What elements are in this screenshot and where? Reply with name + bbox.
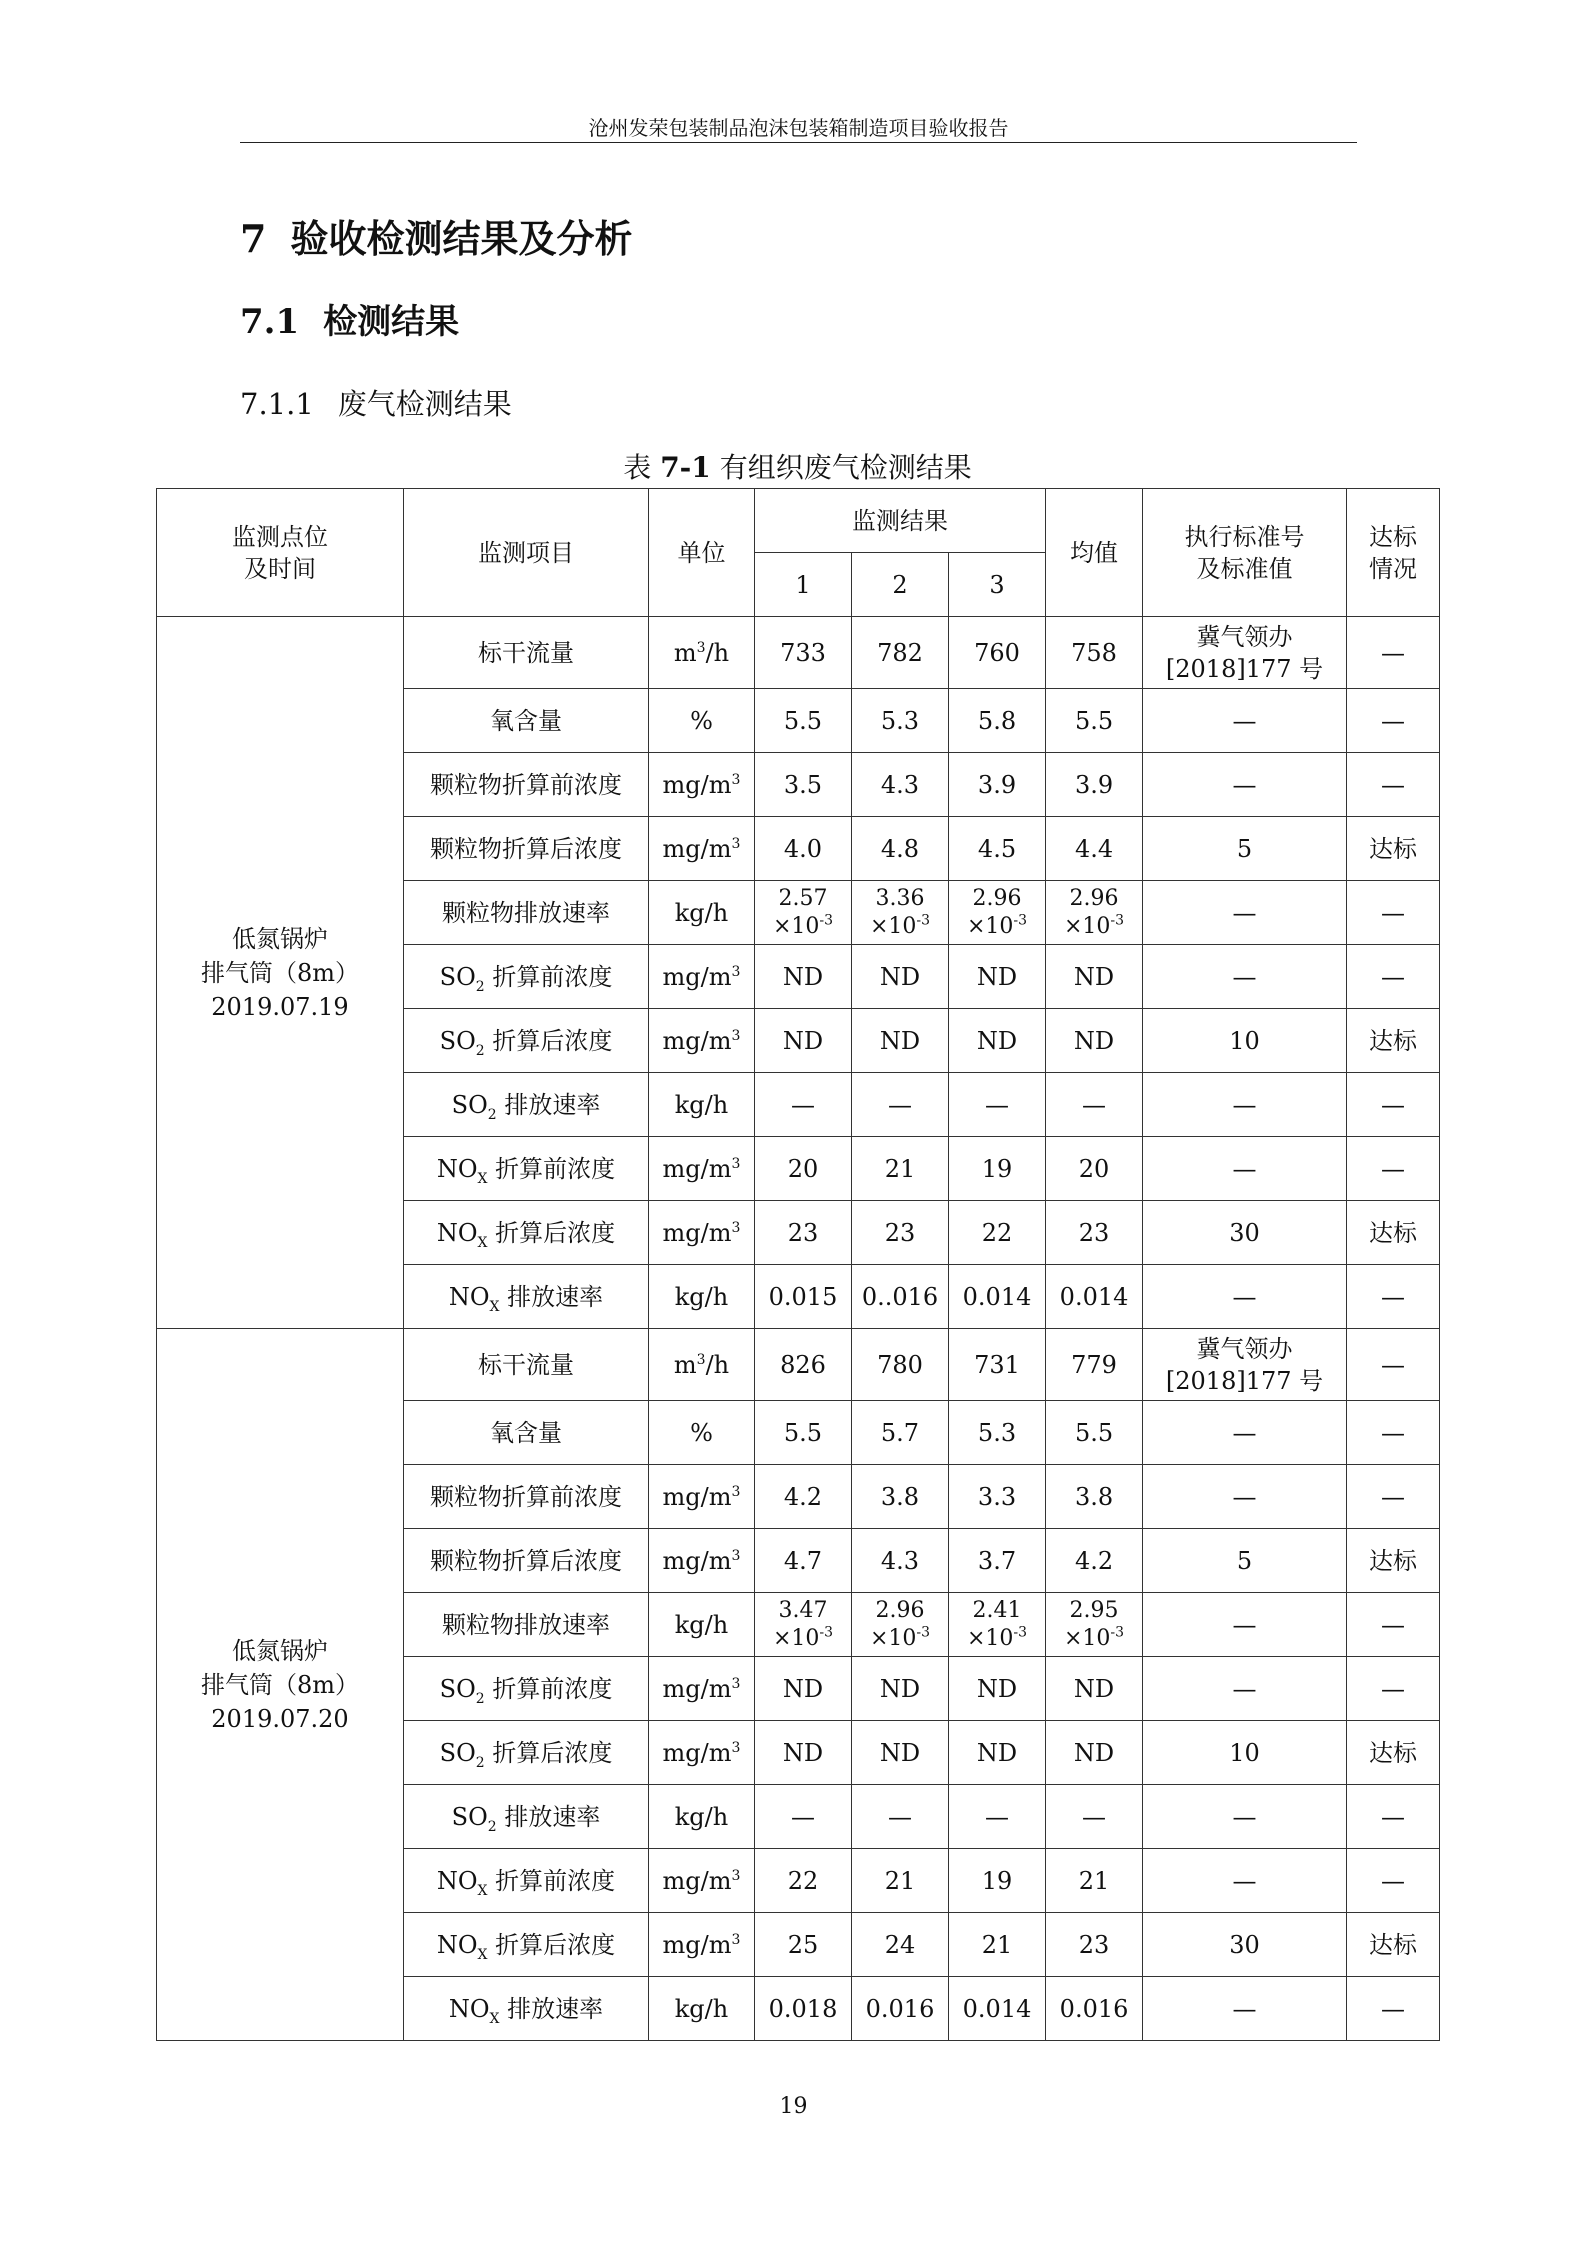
result-2-cell: 24 <box>852 1913 949 1977</box>
standard-cell: — <box>1143 1849 1347 1913</box>
result-2-cell: 21 <box>852 1137 949 1201</box>
item-cell: 颗粒物排放速率 <box>404 881 649 945</box>
result-2-cell: 0.016 <box>852 1977 949 2041</box>
standard-cell: — <box>1143 689 1347 753</box>
result-3-cell: 21 <box>949 1913 1046 1977</box>
result-1-cell: 2.57 $\times 10^{-3}$ <box>755 881 852 945</box>
item-cell: 颗粒物折算后浓度 <box>404 817 649 881</box>
heading-number: 7 <box>240 216 267 261</box>
avg-cell: ND <box>1046 1009 1143 1073</box>
heading-text: 检测结果 <box>323 302 460 342</box>
standard-cell: — <box>1143 1265 1347 1329</box>
monitoring-point-cell: 低氮锅炉 排气筒（8m） 2019.07.19 <box>157 617 404 1329</box>
result-2-cell: 3.36 $\times 10^{-3}$ <box>852 881 949 945</box>
compliance-cell: — <box>1347 753 1440 817</box>
compliance-cell: — <box>1347 1785 1440 1849</box>
result-3-cell: — <box>949 1785 1046 1849</box>
avg-cell: — <box>1046 1785 1143 1849</box>
standard-cell: 5 <box>1143 817 1347 881</box>
header-result-2: 2 <box>852 553 949 617</box>
unit-cell: kg/h <box>649 1265 755 1329</box>
result-2-cell: — <box>852 1073 949 1137</box>
result-1-cell: — <box>755 1073 852 1137</box>
result-1-cell: 22 <box>755 1849 852 1913</box>
running-header: 沧州发荣包装制品泡沫包装箱制造项目验收报告 <box>588 116 1009 140</box>
result-1-cell: ND <box>755 1721 852 1785</box>
header-standard: 执行标准号 及标准值 <box>1143 489 1347 617</box>
caption-text: 有组织废气检测结果 <box>719 451 972 484</box>
avg-cell: ND <box>1046 1721 1143 1785</box>
standard-cell: — <box>1143 1465 1347 1529</box>
compliance-cell: 达标 <box>1347 817 1440 881</box>
result-1-cell: 23 <box>755 1201 852 1265</box>
result-1-cell: 25 <box>755 1913 852 1977</box>
heading-number: 7.1 <box>240 302 300 342</box>
result-3-cell: ND <box>949 1009 1046 1073</box>
result-2-cell: 782 <box>852 617 949 689</box>
unit-cell: $mg/m^3$ <box>649 1201 755 1265</box>
unit-cell: $mg/m^3$ <box>649 753 755 817</box>
unit-cell: kg/h <box>649 1073 755 1137</box>
result-3-cell: ND <box>949 1657 1046 1721</box>
avg-cell: 23 <box>1046 1201 1143 1265</box>
avg-cell: ND <box>1046 1657 1143 1721</box>
heading-text: 验收检测结果及分析 <box>290 216 633 261</box>
unit-cell: kg/h <box>649 881 755 945</box>
item-cell: $SO_2$ 折算前浓度 <box>404 945 649 1009</box>
result-1-cell: 4.2 <box>755 1465 852 1529</box>
compliance-cell: — <box>1347 881 1440 945</box>
compliance-cell: — <box>1347 1977 1440 2041</box>
standard-cell: — <box>1143 1073 1347 1137</box>
item-cell: 标干流量 <box>404 1329 649 1401</box>
avg-cell: 23 <box>1046 1913 1143 1977</box>
result-3-cell: 5.8 <box>949 689 1046 753</box>
result-3-cell: 3.9 <box>949 753 1046 817</box>
page-number: 19 <box>779 2094 808 2119</box>
header-result-3: 3 <box>949 553 1046 617</box>
result-3-cell: ND <box>949 945 1046 1009</box>
item-cell: 氧含量 <box>404 1401 649 1465</box>
compliance-cell: — <box>1347 1137 1440 1201</box>
avg-cell: — <box>1046 1073 1143 1137</box>
unit-cell: % <box>649 689 755 753</box>
result-2-cell: — <box>852 1785 949 1849</box>
item-cell: $NO_X$ 折算前浓度 <box>404 1849 649 1913</box>
table-row <box>157 1329 1440 1401</box>
result-2-cell: 0..016 <box>852 1265 949 1329</box>
unit-cell: kg/h <box>649 1593 755 1657</box>
result-1-cell: ND <box>755 1657 852 1721</box>
item-cell: 颗粒物折算后浓度 <box>404 1529 649 1593</box>
item-cell: $SO_2$ 排放速率 <box>404 1785 649 1849</box>
caption-prefix: 表 <box>623 451 652 484</box>
avg-cell: 758 <box>1046 617 1143 689</box>
unit-cell: $mg/m^3$ <box>649 1849 755 1913</box>
result-2-cell: ND <box>852 1657 949 1721</box>
standard-cell: 10 <box>1143 1721 1347 1785</box>
compliance-cell: — <box>1347 1849 1440 1913</box>
unit-cell: kg/h <box>649 1785 755 1849</box>
result-2-cell: 3.8 <box>852 1465 949 1529</box>
table-body <box>157 617 1440 2041</box>
compliance-cell: 达标 <box>1347 1009 1440 1073</box>
header-rule <box>240 142 1357 143</box>
result-1-cell: ND <box>755 1009 852 1073</box>
result-1-cell: 20 <box>755 1137 852 1201</box>
item-cell: $NO_X$ 排放速率 <box>404 1977 649 2041</box>
avg-cell: 3.9 <box>1046 753 1143 817</box>
result-2-cell: ND <box>852 945 949 1009</box>
compliance-cell: — <box>1347 617 1440 689</box>
standard-cell: — <box>1143 1977 1347 2041</box>
header-compliance: 达标 情况 <box>1347 489 1440 617</box>
standard-cell: 10 <box>1143 1009 1347 1073</box>
result-2-cell: 4.3 <box>852 753 949 817</box>
result-2-cell: 23 <box>852 1201 949 1265</box>
result-3-cell: — <box>949 1073 1046 1137</box>
unit-cell: $mg/m^3$ <box>649 1465 755 1529</box>
standard-cell: 30 <box>1143 1201 1347 1265</box>
header-avg: 均值 <box>1046 489 1143 617</box>
result-1-cell: 4.0 <box>755 817 852 881</box>
heading-number: 7.1.1 <box>240 387 314 421</box>
item-cell: $SO_2$ 折算前浓度 <box>404 1657 649 1721</box>
unit-cell: $mg/m^3$ <box>649 1721 755 1785</box>
result-3-cell: 22 <box>949 1201 1046 1265</box>
standard-cell: — <box>1143 1785 1347 1849</box>
result-2-cell: ND <box>852 1009 949 1073</box>
result-3-cell: 19 <box>949 1849 1046 1913</box>
result-1-cell: 733 <box>755 617 852 689</box>
avg-cell: 2.95 $\times 10^{-3}$ <box>1046 1593 1143 1657</box>
emission-results-table <box>156 488 1440 2041</box>
header-results: 监测结果 <box>755 489 1046 553</box>
standard-cell: 冀气领办 [2018]177 号 <box>1143 617 1347 689</box>
header-unit: 单位 <box>649 489 755 617</box>
unit-cell: $mg/m^3$ <box>649 817 755 881</box>
avg-cell: ND <box>1046 945 1143 1009</box>
monitoring-point-cell: 低氮锅炉 排气筒（8m） 2019.07.20 <box>157 1329 404 2041</box>
standard-cell: — <box>1143 1137 1347 1201</box>
compliance-cell: 达标 <box>1347 1913 1440 1977</box>
standard-cell: — <box>1143 881 1347 945</box>
result-2-cell: 4.8 <box>852 817 949 881</box>
unit-cell: $m^3/h$ <box>649 617 755 689</box>
avg-cell: 5.5 <box>1046 689 1143 753</box>
item-cell: 标干流量 <box>404 617 649 689</box>
result-3-cell: ND <box>949 1721 1046 1785</box>
result-2-cell: 2.96 $\times 10^{-3}$ <box>852 1593 949 1657</box>
section-heading-7-1-1 <box>240 382 512 423</box>
avg-cell: 4.2 <box>1046 1529 1143 1593</box>
item-cell: $NO_X$ 折算后浓度 <box>404 1913 649 1977</box>
result-1-cell: 5.5 <box>755 689 852 753</box>
result-2-cell: 5.3 <box>852 689 949 753</box>
item-cell: 颗粒物折算前浓度 <box>404 753 649 817</box>
unit-cell: $mg/m^3$ <box>649 1009 755 1073</box>
result-1-cell: 3.5 <box>755 753 852 817</box>
item-cell: $NO_X$ 排放速率 <box>404 1265 649 1329</box>
result-3-cell: 760 <box>949 617 1046 689</box>
avg-cell: 2.96 $\times 10^{-3}$ <box>1046 881 1143 945</box>
item-cell: 氧含量 <box>404 689 649 753</box>
compliance-cell: 达标 <box>1347 1201 1440 1265</box>
compliance-cell: — <box>1347 1657 1440 1721</box>
result-3-cell: 5.3 <box>949 1401 1046 1465</box>
unit-cell: $mg/m^3$ <box>649 945 755 1009</box>
unit-cell: % <box>649 1401 755 1465</box>
result-3-cell: 0.014 <box>949 1977 1046 2041</box>
result-1-cell: 0.015 <box>755 1265 852 1329</box>
compliance-cell: — <box>1347 1329 1440 1401</box>
unit-cell: $mg/m^3$ <box>649 1913 755 1977</box>
section-heading-7 <box>240 208 632 263</box>
result-3-cell: 19 <box>949 1137 1046 1201</box>
result-1-cell: 5.5 <box>755 1401 852 1465</box>
unit-cell: $m^3/h$ <box>649 1329 755 1401</box>
standard-cell: 5 <box>1143 1529 1347 1593</box>
avg-cell: 0.014 <box>1046 1265 1143 1329</box>
compliance-cell: — <box>1347 1401 1440 1465</box>
unit-cell: kg/h <box>649 1977 755 2041</box>
item-cell: $NO_X$ 折算前浓度 <box>404 1137 649 1201</box>
table-caption <box>156 446 1439 486</box>
avg-cell: 779 <box>1046 1329 1143 1401</box>
header-result-1: 1 <box>755 553 852 617</box>
compliance-cell: 达标 <box>1347 1721 1440 1785</box>
result-2-cell: 21 <box>852 1849 949 1913</box>
item-cell: $SO_2$ 折算后浓度 <box>404 1009 649 1073</box>
table-row <box>157 617 1440 689</box>
standard-cell: — <box>1143 753 1347 817</box>
standard-cell: — <box>1143 945 1347 1009</box>
result-1-cell: 4.7 <box>755 1529 852 1593</box>
avg-cell: 5.5 <box>1046 1401 1143 1465</box>
result-2-cell: ND <box>852 1721 949 1785</box>
result-2-cell: 780 <box>852 1329 949 1401</box>
avg-cell: 4.4 <box>1046 817 1143 881</box>
result-3-cell: 3.7 <box>949 1529 1046 1593</box>
standard-cell: 30 <box>1143 1913 1347 1977</box>
unit-cell: $mg/m^3$ <box>649 1137 755 1201</box>
avg-cell: 21 <box>1046 1849 1143 1913</box>
standard-cell: — <box>1143 1593 1347 1657</box>
item-cell: 颗粒物排放速率 <box>404 1593 649 1657</box>
result-1-cell: 826 <box>755 1329 852 1401</box>
item-cell: 颗粒物折算前浓度 <box>404 1465 649 1529</box>
item-cell: $SO_2$ 折算后浓度 <box>404 1721 649 1785</box>
result-1-cell: 3.47 $\times 10^{-3}$ <box>755 1593 852 1657</box>
compliance-cell: 达标 <box>1347 1529 1440 1593</box>
result-3-cell: 2.41 $\times 10^{-3}$ <box>949 1593 1046 1657</box>
compliance-cell: — <box>1347 1073 1440 1137</box>
compliance-cell: — <box>1347 1465 1440 1529</box>
result-1-cell: 0.018 <box>755 1977 852 2041</box>
result-3-cell: 4.5 <box>949 817 1046 881</box>
caption-number: 7-1 <box>660 451 711 484</box>
compliance-cell: — <box>1347 1265 1440 1329</box>
result-3-cell: 3.3 <box>949 1465 1046 1529</box>
result-2-cell: 4.3 <box>852 1529 949 1593</box>
compliance-cell: — <box>1347 1593 1440 1657</box>
result-1-cell: ND <box>755 945 852 1009</box>
item-cell: $SO_2$ 排放速率 <box>404 1073 649 1137</box>
result-3-cell: 2.96 $\times 10^{-3}$ <box>949 881 1046 945</box>
compliance-cell: — <box>1347 689 1440 753</box>
item-cell: $NO_X$ 折算后浓度 <box>404 1201 649 1265</box>
standard-cell: — <box>1143 1401 1347 1465</box>
result-1-cell: — <box>755 1785 852 1849</box>
standard-cell: 冀气领办 [2018]177 号 <box>1143 1329 1347 1401</box>
avg-cell: 3.8 <box>1046 1465 1143 1529</box>
avg-cell: 0.016 <box>1046 1977 1143 2041</box>
header-item: 监测项目 <box>404 489 649 617</box>
compliance-cell: — <box>1347 945 1440 1009</box>
section-heading-7-1 <box>240 294 459 343</box>
result-2-cell: 5.7 <box>852 1401 949 1465</box>
result-3-cell: 731 <box>949 1329 1046 1401</box>
heading-text: 废气检测结果 <box>337 387 512 421</box>
avg-cell: 20 <box>1046 1137 1143 1201</box>
unit-cell: $mg/m^3$ <box>649 1657 755 1721</box>
standard-cell: — <box>1143 1657 1347 1721</box>
result-3-cell: 0.014 <box>949 1265 1046 1329</box>
unit-cell: $mg/m^3$ <box>649 1529 755 1593</box>
header-point: 监测点位 及时间 <box>157 489 404 617</box>
